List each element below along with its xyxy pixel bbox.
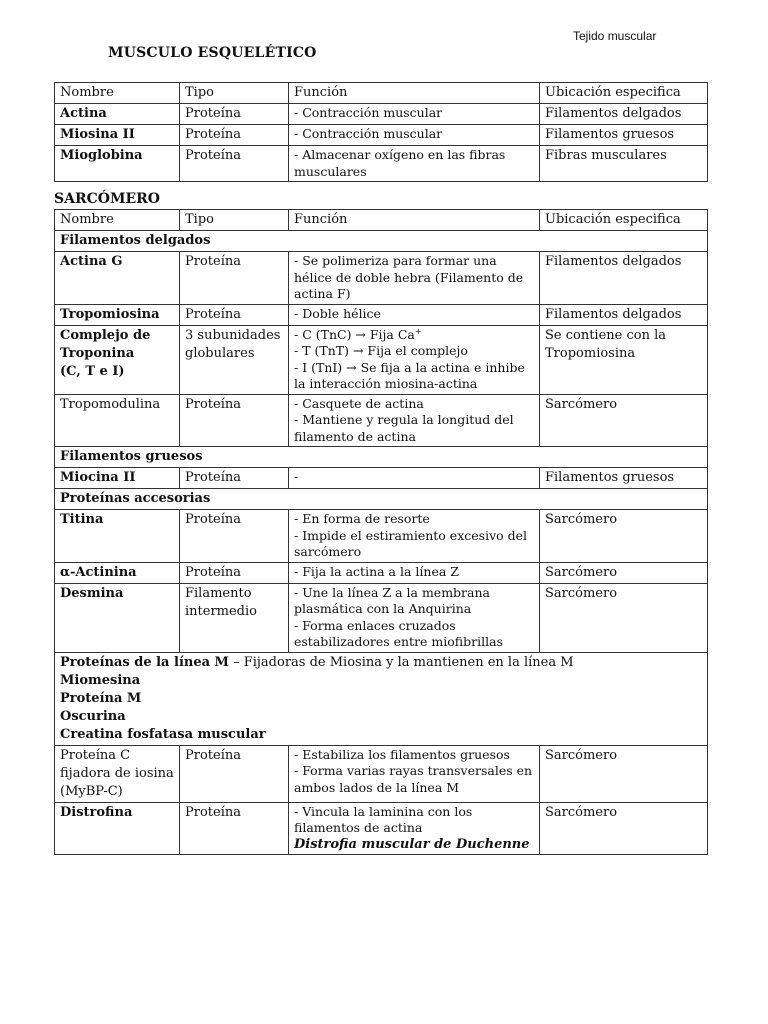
troponina-name-line: Complejo de (60, 327, 151, 343)
table-row (55, 104, 708, 125)
cell-tipo: Proteína (180, 745, 289, 802)
cell-funcion (289, 325, 540, 394)
table-row (55, 802, 708, 855)
page-title: MUSCULO ESQUELÉTICO (108, 45, 317, 61)
disease-note: Distrofia muscular de Duchenne (294, 836, 530, 852)
cell-funcion: - Contracción muscular (289, 104, 540, 125)
section-title-sarcomero: SARCÓMERO (54, 191, 160, 207)
linea-m-item: Miomesina (60, 672, 141, 688)
cell-nombre: Tropomiosina (55, 304, 180, 325)
funcion-line: - Une la línea Z a la membrana plasmática con la Anquirina (294, 584, 490, 616)
cell-nombre: Distrofina (55, 802, 180, 855)
funcion-line: - T (TnT) → Fija el complejo (294, 343, 468, 358)
cell-ubicacion: Sarcómero (540, 802, 708, 855)
funcion-line: - En forma de resorte (294, 511, 430, 526)
table-row (55, 562, 708, 583)
cell-tipo: Proteína (180, 104, 289, 125)
cell-ubicacion: Se contiene con la Tropomiosina (540, 325, 708, 394)
cell-tipo: Proteína (180, 252, 289, 305)
cell-funcion (289, 583, 540, 652)
cell-funcion: - Fija la actina a la línea Z (289, 562, 540, 583)
cell-nombre: Titina (55, 510, 180, 563)
cell-tipo: Proteína (180, 125, 289, 146)
table-row (55, 394, 708, 447)
cell-ubicacion: Fibras musculares (540, 146, 708, 182)
group-filamentos-gruesos: Filamentos gruesos (55, 447, 708, 468)
cell-tipo: Proteína (180, 562, 289, 583)
cell-ubicacion: Filamentos gruesos (540, 125, 708, 146)
cell-nombre: Desmina (55, 583, 180, 652)
cell-nombre: Actina (55, 104, 180, 125)
cell-nombre: Mioglobina (55, 146, 180, 182)
table-row (55, 510, 708, 563)
cell-tipo: Filamento intermedio (180, 583, 289, 652)
cell-nombre: α-Actinina (55, 562, 180, 583)
cell-funcion: - (289, 468, 540, 489)
superscript: + (414, 326, 422, 336)
group-proteinas-accesorias: Proteínas accesorias (55, 489, 708, 510)
col-nombre: Nombre (55, 83, 180, 104)
table-row (55, 252, 708, 305)
cell-ubicacion: Sarcómero (540, 562, 708, 583)
funcion-line: - Mantiene y regula la longitud del filamento de actina (294, 412, 514, 444)
funcion-text: - C (TnC) → Fija Ca (294, 326, 415, 342)
col-ubicacion: Ubicación especifica (540, 210, 708, 231)
cell-tipo: Proteína (180, 394, 289, 447)
linea-m-heading (60, 654, 702, 672)
cell-funcion: - Contracción muscular (289, 125, 540, 146)
funcion-line (294, 327, 534, 344)
funcion-line: - Forma varias rayas transversales en ambos lados de la línea M (294, 763, 533, 795)
col-funcion: Función (289, 83, 540, 104)
funcion-line: - I (TnI) → Se fija a la actina e inhibe la interacción miosina-actina (294, 359, 525, 391)
funcion-line: - Vincula la laminina con los filamentos de actina (294, 803, 473, 835)
cell-tipo: 3 subunidades globulares (180, 325, 289, 394)
table-row (55, 745, 708, 802)
col-tipo: Tipo (180, 210, 289, 231)
cell-funcion (289, 510, 540, 563)
linea-m-item: Creatina fosfatasa muscular (60, 726, 266, 742)
cell-ubicacion: Sarcómero (540, 394, 708, 447)
group-row (55, 652, 708, 745)
table-row (55, 325, 708, 394)
cell-tipo: Proteína (180, 304, 289, 325)
cell-ubicacion: Filamentos delgados (540, 304, 708, 325)
funcion-line: - Impide el estiramiento excesivo del sarcómero (294, 527, 528, 559)
cell-funcion (289, 802, 540, 855)
cell-funcion (289, 745, 540, 802)
funcion-line: - Casquete de actina (294, 395, 424, 411)
linea-m-item: Oscurina (60, 708, 126, 724)
table-row (55, 583, 708, 652)
col-tipo: Tipo (180, 83, 289, 104)
cell-tipo: Proteína (180, 802, 289, 855)
linea-m-lead: Proteínas de la línea M (60, 654, 229, 670)
table-row (55, 146, 708, 182)
funcion-line: - Estabiliza los filamentos gruesos (294, 746, 510, 762)
cell-ubicacion: Sarcómero (540, 745, 708, 802)
linea-m-tail: – Fijadoras de Miosina y la mantienen en la línea M (228, 654, 574, 670)
group-filamentos-delgados: Filamentos delgados (55, 231, 708, 252)
cell-nombre: Miosina II (55, 125, 180, 146)
cell-ubicacion: Filamentos delgados (540, 104, 708, 125)
col-nombre: Nombre (55, 210, 180, 231)
cell-tipo: Proteína (180, 468, 289, 489)
table-header-row (55, 210, 708, 231)
cell-ubicacion: Filamentos delgados (540, 252, 708, 305)
table-sarcomero (54, 209, 708, 855)
troponina-name-line: Troponina (60, 345, 135, 361)
cell-ubicacion: Filamentos gruesos (540, 468, 708, 489)
cell-funcion: - Doble hélice (289, 304, 540, 325)
table-header-row (55, 83, 708, 104)
cell-nombre: Proteína C fijadora de iosina (MyBP-C) (55, 745, 180, 802)
cell-funcion: - Se polimeriza para formar una hélice de doble hebra (Filamento de actina F) (289, 252, 540, 305)
group-linea-m (55, 652, 708, 745)
cell-tipo: Proteína (180, 146, 289, 182)
col-funcion: Función (289, 210, 540, 231)
cell-ubicacion: Sarcómero (540, 510, 708, 563)
table-row (55, 304, 708, 325)
group-row (55, 231, 708, 252)
troponina-name-line: (C, T e I) (60, 363, 125, 379)
funcion-line: - Forma enlaces cruzados estabilizadores entre miofibrillas (294, 617, 503, 649)
table-row (55, 468, 708, 489)
group-row (55, 489, 708, 510)
cell-nombre (55, 325, 180, 394)
linea-m-item: Proteína M (60, 690, 142, 706)
group-row (55, 447, 708, 468)
cell-funcion: - Almacenar oxígeno en las fibras musculares (289, 146, 540, 182)
table-musculo-esqueletico (54, 82, 708, 182)
cell-tipo: Proteína (180, 510, 289, 563)
cell-nombre: Actina G (55, 252, 180, 305)
cell-nombre: Tropomodulina (55, 394, 180, 447)
col-ubicacion: Ubicación especifica (540, 83, 708, 104)
cell-funcion (289, 394, 540, 447)
table-row (55, 125, 708, 146)
cell-nombre: Miocina II (55, 468, 180, 489)
page-header: Tejido muscular (573, 29, 657, 43)
cell-ubicacion: Sarcómero (540, 583, 708, 652)
